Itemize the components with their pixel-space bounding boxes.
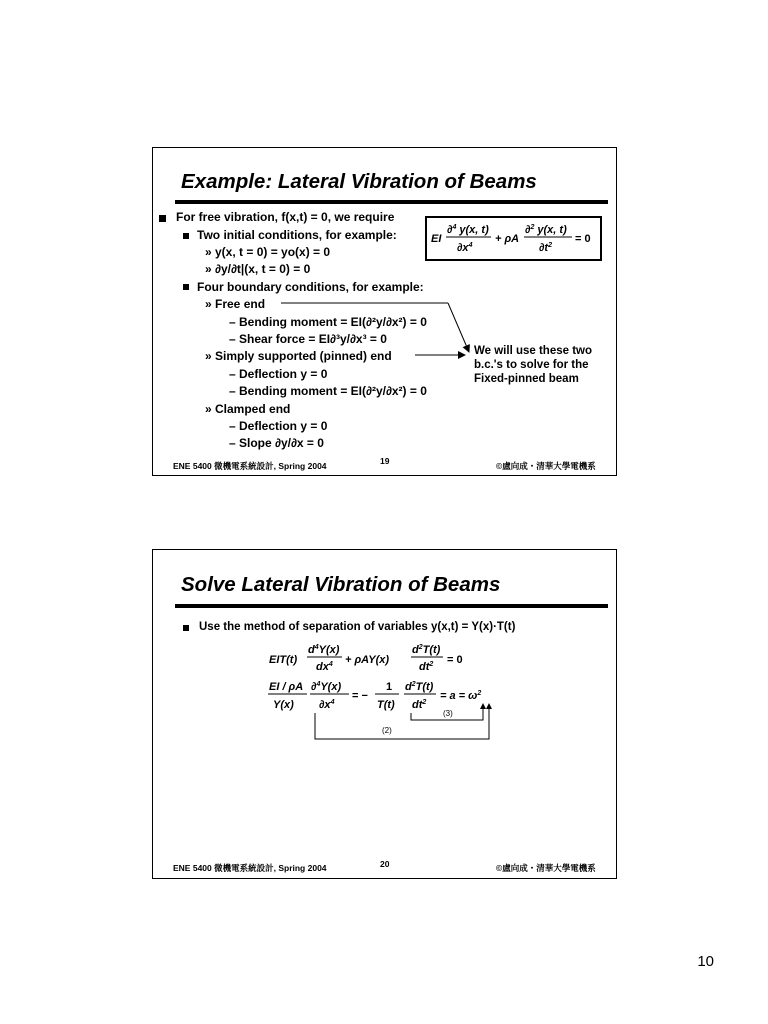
slide-19: [152, 147, 617, 476]
initial-condition-1: » y(x, t = 0) = yo(x) = 0: [205, 245, 331, 259]
svg-text:∂2 y(x, t): ∂$^2$ y(x, t): [525, 224, 567, 236]
bullet-free-vibration: For free vibration, f(x,t) = 0, we require: [176, 210, 395, 224]
label-2: (2): [382, 726, 392, 735]
slide-title: Example: Lateral Vibration of Beams: [181, 170, 537, 193]
clamped-end: » Clamped end: [205, 402, 291, 416]
svg-text:= a = ω2: = $a = \omega^2$: [440, 690, 482, 702]
svg-text:d2T(t): $d^2T(t)$: [412, 644, 441, 656]
simply-supported-end: » Simply supported (pinned) end: [205, 349, 392, 363]
free-end: » Free end: [205, 297, 266, 311]
svg-text:∂x4: $\partial x^4$: [457, 242, 473, 254]
svg-text:∂t2: $\partial t^2$: [539, 242, 553, 254]
svg-text:EIT(t): EIT(t): [269, 654, 298, 666]
note-line-1: We will use these two: [474, 345, 593, 357]
page-number: 10: [697, 953, 714, 970]
svg-text:1: 1: [386, 681, 393, 693]
footer-copyright: ©盧向成・清華大學電機系: [496, 863, 596, 873]
slide-page-number: 20: [380, 859, 390, 869]
svg-text:Y(x): Y(x): [273, 699, 294, 711]
svg-text:dt2: $dt^2$: [419, 661, 434, 673]
svg-text:T(t): T(t): [377, 699, 395, 711]
svg-text:= −: = −: [352, 690, 368, 702]
svg-text:+ ρAY(x): + ρAY(x): [345, 654, 390, 666]
sub-initial-conditions: Two initial conditions, for example:: [197, 228, 397, 242]
svg-text:d2T(t): $d^2T(t)$: [405, 681, 434, 693]
svg-text:∂4 y(x, t): ∂$^4$ y(x, t): [447, 224, 489, 236]
svg-text:∂x4: $\partial x^4$: [319, 699, 335, 711]
note-line-3: Fixed-pinned beam: [474, 373, 579, 385]
svg-text:d4Y(x): $d^4Y(x)$: [308, 644, 340, 656]
svg-text:dt2: $dt^2$: [412, 699, 427, 711]
governing-equation-box: [425, 216, 602, 261]
svg-text:+ ρA: + ρA: [495, 233, 520, 245]
clamped-deflection: – Deflection y = 0: [229, 419, 328, 433]
initial-condition-2: » ∂y/∂t|(x, t = 0) = 0: [205, 262, 311, 276]
governing-equation: [427, 218, 600, 259]
free-end-bending-moment: – Bending moment = EI(∂²y/∂x²) = 0: [229, 315, 427, 329]
clamped-slope: – Slope ∂y/∂x = 0: [229, 436, 324, 450]
svg-text:EI: EI: [431, 233, 442, 245]
slide-title: Solve Lateral Vibration of Beams: [181, 573, 501, 596]
note-line-2: b.c.'s to solve for the: [474, 359, 589, 371]
footer-course: ENE 5400 微機電系統設計, Spring 2004: [173, 863, 327, 873]
svg-text:EI / ρA: EI / ρA: [269, 681, 304, 693]
ss-deflection: – Deflection y = 0: [229, 367, 328, 381]
ss-bending-moment: – Bending moment = EI(∂²y/∂x²) = 0: [229, 384, 427, 398]
slide-20: [152, 549, 617, 879]
separation-of-variables: Use the method of separation of variables y(x,t) = Y(x)·T(t): [199, 621, 516, 633]
footer-course: ENE 5400 微機電系統設計, Spring 2004: [173, 461, 327, 471]
svg-text:∂4Y(x): ∂$^4$Y(x): [311, 681, 342, 693]
svg-text:dx4: $dx^4$: [316, 661, 333, 673]
annotation-arrows: [153, 148, 616, 475]
svg-text:= 0: = 0: [575, 233, 591, 245]
label-3: (3): [443, 709, 453, 718]
free-end-shear-force: – Shear force = EI∂³y/∂x³ = 0: [229, 332, 387, 346]
svg-text:= 0: = 0: [447, 654, 463, 666]
separation-equations: [153, 550, 616, 878]
slide-page-number: 19: [380, 456, 390, 466]
sub-boundary-conditions: Four boundary conditions, for example:: [197, 280, 424, 294]
footer-copyright: ©盧向成・清華大學電機系: [496, 461, 596, 471]
